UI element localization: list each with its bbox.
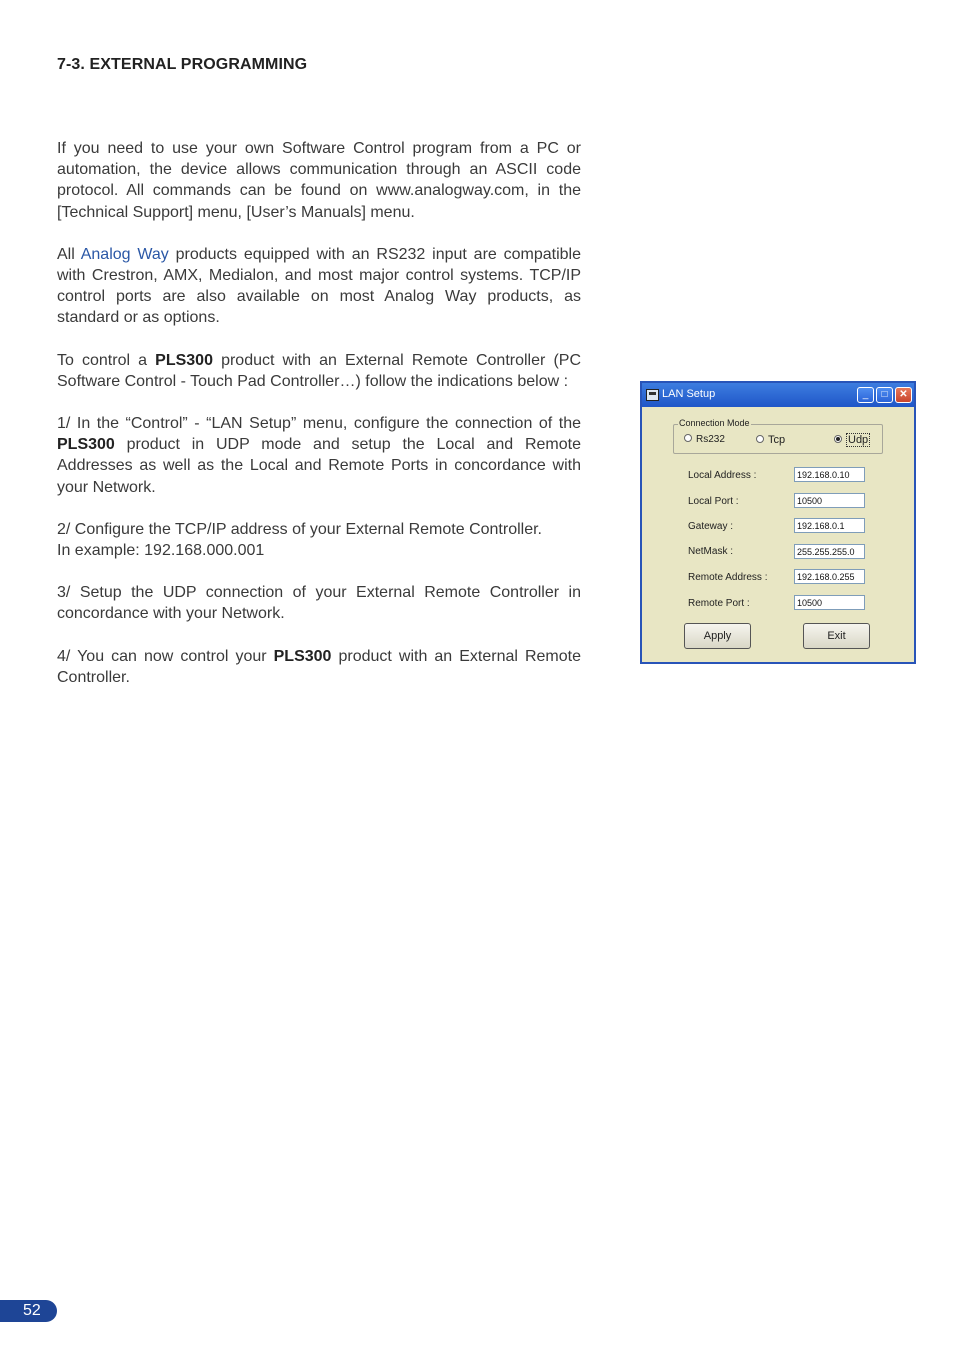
paragraph-2-end: products equipped with an RS232 input are compatible with Crestron, AMX, Medialon, and most major control systems. TCP/IP control ports are also available on most Analog Way products, as standard or as options. bbox=[57, 245, 582, 327]
radio-indicator-selected bbox=[834, 435, 842, 443]
paragraph-4-start: 1/ In the “Control” - “LAN Setup” menu, configure the connection of the bbox=[57, 415, 581, 433]
close-button[interactable]: ✕ bbox=[895, 387, 912, 403]
paragraph-5-line-1: 2/ Configure the TCP/IP address of your External Remote Controller. bbox=[57, 520, 542, 538]
product-name: PLS300 bbox=[273, 647, 332, 665]
remote-port-label: Remote Port : bbox=[688, 598, 750, 609]
radio-udp-label: Udp bbox=[848, 434, 869, 446]
paragraph-7-end: product with an External Remote Controller. bbox=[57, 647, 581, 686]
paragraph-3-end: product with an External Remote Controller (PC Software Control - Touch Pad Controller…) follow the indications below : bbox=[57, 351, 581, 390]
netmask-label: NetMask : bbox=[688, 546, 734, 557]
local-port-input[interactable] bbox=[794, 493, 865, 508]
radio-tcp[interactable] bbox=[756, 434, 785, 446]
paragraph-7-start: 4/ You can now control your bbox=[57, 647, 274, 665]
radio-udp[interactable] bbox=[834, 434, 870, 446]
connection-mode-label: Connection Mode bbox=[679, 418, 750, 428]
radio-rs232-label: Rs232 bbox=[696, 434, 725, 445]
brand-name: Analog Way bbox=[80, 245, 169, 263]
product-name: PLS300 bbox=[57, 436, 115, 454]
remote-port-input[interactable] bbox=[794, 595, 865, 610]
paragraph-4 bbox=[57, 413, 581, 498]
maximize-button[interactable]: □ bbox=[876, 387, 893, 403]
apply-button[interactable]: Apply bbox=[684, 623, 751, 649]
radio-tcp-label: Tcp bbox=[768, 434, 786, 446]
paragraph-5-line-2: In example: 192.168.000.001 bbox=[57, 542, 265, 560]
connection-mode-group bbox=[673, 418, 883, 454]
page-number: 52 bbox=[0, 1300, 57, 1322]
paragraph-4-end: product in UDP mode and setup the Local and Remote Addresses as well as the Local and Remote Ports in concordance with your Network. bbox=[57, 436, 581, 496]
local-address-label: Local Address : bbox=[688, 470, 757, 481]
dialog-titlebar[interactable] bbox=[642, 383, 914, 407]
dialog-title: LAN Setup bbox=[662, 388, 716, 400]
paragraph-5 bbox=[57, 519, 581, 561]
paragraph-2-start: All bbox=[57, 245, 81, 263]
exit-button[interactable]: Exit bbox=[803, 623, 870, 649]
local-address-input[interactable] bbox=[794, 467, 865, 482]
paragraph-6: 3/ Setup the UDP connection of your External Remote Controller in concordance with your Network. bbox=[57, 584, 581, 623]
radio-rs232[interactable] bbox=[684, 434, 725, 445]
minimize-button[interactable]: _ bbox=[857, 387, 874, 403]
gateway-input[interactable] bbox=[794, 518, 865, 533]
paragraph-3 bbox=[57, 350, 581, 392]
netmask-input[interactable] bbox=[794, 544, 865, 559]
paragraph-2 bbox=[57, 244, 581, 329]
body-text bbox=[57, 138, 581, 709]
paragraph-1: If you need to use your own Software Control program from a PC or automation, the device allows communication through an ASCII code protocol. All commands can be found on www.analogway.com, in the [Technical Support] menu, [User’s Manuals] menu. bbox=[57, 140, 581, 221]
paragraph-7 bbox=[57, 646, 581, 688]
product-name: PLS300 bbox=[155, 351, 213, 369]
remote-address-input[interactable] bbox=[794, 569, 865, 584]
gateway-label: Gateway : bbox=[688, 521, 734, 532]
section-heading: 7-3. EXTERNAL PROGRAMMING bbox=[57, 56, 308, 73]
app-window-icon bbox=[646, 389, 659, 401]
radio-indicator bbox=[684, 434, 692, 442]
radio-indicator bbox=[756, 435, 764, 443]
local-port-label: Local Port : bbox=[688, 496, 739, 507]
lan-setup-dialog bbox=[640, 381, 916, 664]
remote-address-label: Remote Address : bbox=[688, 572, 768, 583]
paragraph-3-start: To control a bbox=[57, 351, 156, 369]
